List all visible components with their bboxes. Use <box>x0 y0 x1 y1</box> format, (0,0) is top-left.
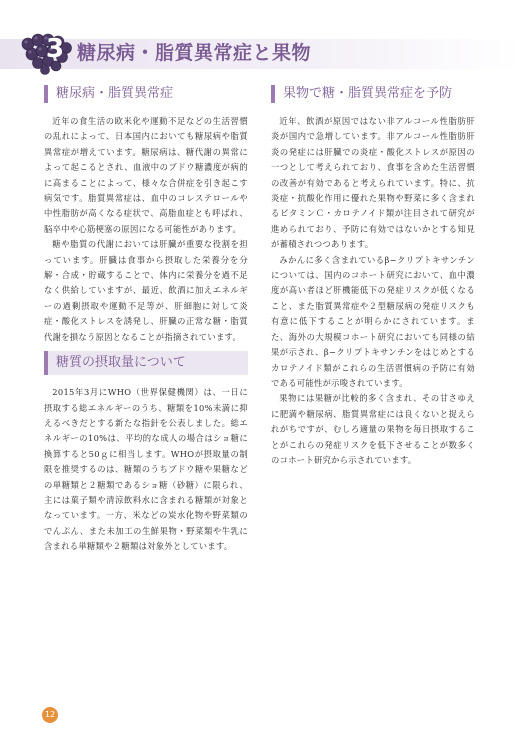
heading-accent-bar <box>44 85 48 103</box>
paragraph: 果物には果糖が比較的多く含まれ、その甘さゆえに肥満や糖尿病、脂質異常症には良くないと捉えられがちですが、むしろ適量の果物を毎日摂取することがこれらの発症リスクを低下させることが数多くのコホート研究から示されています。 <box>271 393 475 465</box>
chapter-number: 3 <box>45 34 65 64</box>
paragraph: 糖や脂質の代謝においては肝臓が重要な役割を担っています。肝臓は食事から摂取した栄養分を分解・合成・貯蔵することで、体内に栄養分を過不足なく供給していますが、最近、飲酒に加えエネルギーの過剰摂取や運動不足等が、肝細胞に対して炎症・酸化ストレスを誘発し、肝臓の正常な糖・脂質代謝を損なう原因となることが指摘されています。 <box>44 239 248 342</box>
right-column <box>271 84 475 468</box>
chapter-title: 糖尿病・脂質異常症と果物 <box>77 42 312 64</box>
paragraph: 近年の食生活の欧米化や運動不足などの生活習慣の乱れによって、日本国内においても糖尿病や脂質異常症が増えています。糖尿病は、糖代謝の異常によって起こるとされ、血液中のブドウ糖濃度が病的に高まることによって、様々な合併症を引き起こす病気です。脂質異常症は、血中のコレステロールや中性脂肪が高くなる症状で、高脂血症とも呼ばれ、脳卒中や心筋梗塞の原因になる可能性があります。 <box>44 116 248 234</box>
section-heading-fruit-prevention <box>271 84 475 104</box>
paragraph: 2015年3月にWHO（世界保健機関）は、一日に摂取する総エネルギーのうち、糖類を10%未満に抑えるべきだとする新たな指針を公表しました。総エネルギーの10%は、平均的な成人の場合はショ糖に換算すると50ｇに相当します。WHOが摂取量の制限を推奨するのは、糖類のうちブドウ糖や果糖などの単糖類と２糖類であるショ糖（砂糖）に限られ、主には菓子類や清涼飲料水に含まれる糖類が対象となっています。一方、米などの炭水化物や野菜類のでんぷん、また未加工の生鮮果物・野菜類や牛乳に含まれる単糖類や２糖類は対象外としています。 <box>44 387 248 552</box>
section-heading-sugar-intake <box>44 351 248 375</box>
heading-accent-bar <box>271 85 275 103</box>
paragraph: みかんに多く含まれているβ−クリプトキサンチンについては、国内のコホート研究において、血中濃度が高い者ほど肝機能低下の発症リスクが低くなること、また脂質異常症や２型糖尿病の発症リスクも有意に低下することが明らかにされています。また、海外の大規模コホート研究においても同様の結果が示され、β−クリプトキサンチンをはじめとするカロテノイド類がこれらの生活習慣病の予防に有効である可能性が示唆されています。 <box>271 254 475 388</box>
section-heading-text: 糖質の摂取量について <box>56 355 186 371</box>
section-heading-text: 糖尿病・脂質異常症 <box>56 86 174 101</box>
section-heading-diabetes <box>44 84 248 104</box>
section-heading-text: 果物で糖・脂質異常症を予防 <box>283 86 453 101</box>
heading-accent-bar <box>44 351 48 375</box>
page-number-badge: 12 <box>42 707 58 723</box>
left-column <box>44 84 248 555</box>
paragraph: 近年、飲酒が原因ではない非アルコール性脂肪肝炎が国内で急増しています。非アルコール性脂肪肝炎の発症には肝臓での炎症・酸化ストレスが原因の一つとして考えられており、食事を含めた生活習慣の改善が有効であると考えられています。特に、抗炎症・抗酸化作用に優れた果物や野菜に多く含まれるビタミンＣ・カロテノイド類が注目されて研究が進められており、予防に有効ではないかとする知見が蓄積されつつあります。 <box>271 116 475 250</box>
